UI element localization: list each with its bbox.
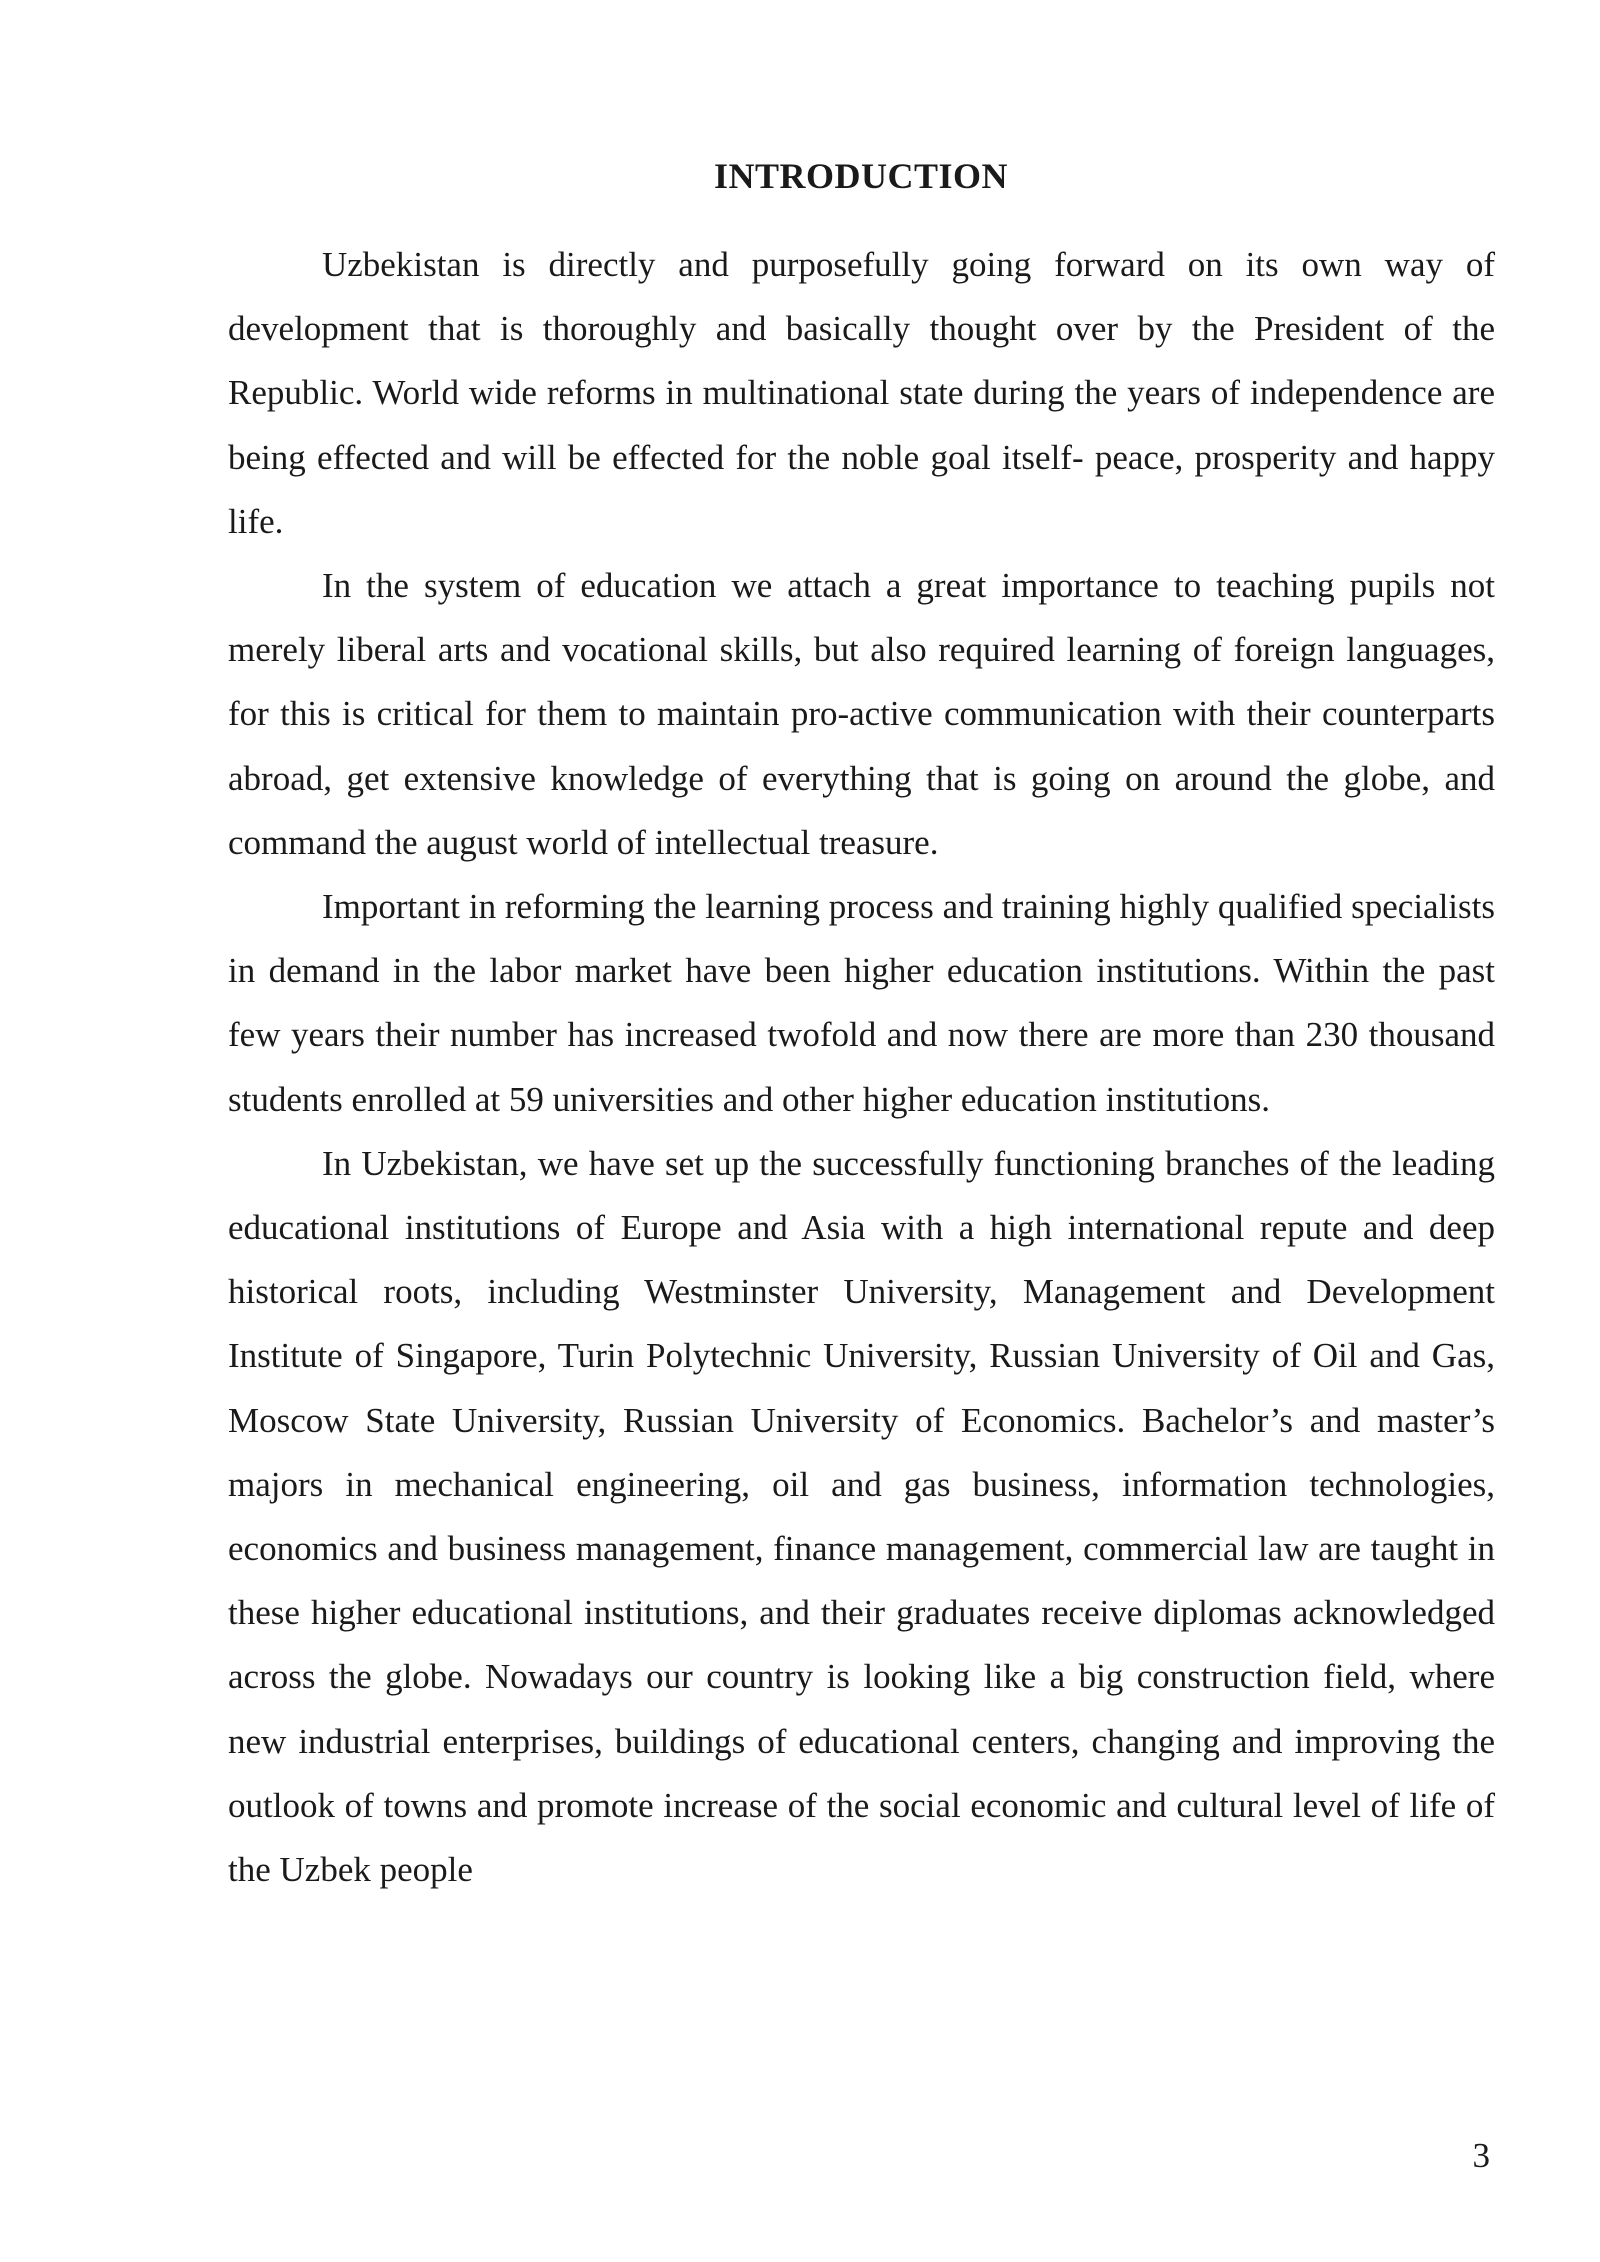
paragraph-4: In Uzbekistan, we have set up the successfully functioning branches of the leading educational institutions of Europe and Asia with a high international repute and deep historical roots, including Westminster University, Management and Development Institute of Singapore, Turin Polytechnic University, Russian University of Oil and Gas, Moscow State University, Russian University of Economics. Bachelor’s and master’s majors in mechanical engineering, oil and gas business, information technologies, economics and business management, finance management, commercial law are taught in these higher educational institutions, and their graduates receive diplomas acknowledged across the globe. Nowadays our country is looking like a big construction field, where new industrial enterprises, buildings of educational centers, changing and improving the outlook of towns and promote increase of the social economic and cultural level of life of the Uzbek people [228,1143,1495,1890]
paragraph-1: Uzbekistan is directly and purposefully going forward on its own way of development that is thoroughly and basically thought over by the President of the Republic. World wide reforms in multinational state during the years of independence are being effected and will be effected for the noble goal itself- peace, prosperity and happy life. [228,245,1495,541]
body-text [228,233,1495,1902]
page-number: 3 [1472,2136,1490,2175]
page-title: INTRODUCTION [713,156,1009,196]
paragraph-3: Important in reforming the learning process and training highly qualified specialists in demand in the labor market have been higher education institutions. Within the past few years their number has increased twofold and now there are more than 230 thousand students enrolled at 59 universities and other higher education institutions. [228,887,1495,1119]
paragraph-2: In the system of education we attach a great importance to teaching pupils not merely liberal arts and vocational skills, but also required learning of foreign languages, for this is critical for them to maintain pro-active communication with their counterparts abroad, get extensive knowledge of everything that is going on around the globe, and command the august world of intellectual treasure. [228,566,1495,862]
